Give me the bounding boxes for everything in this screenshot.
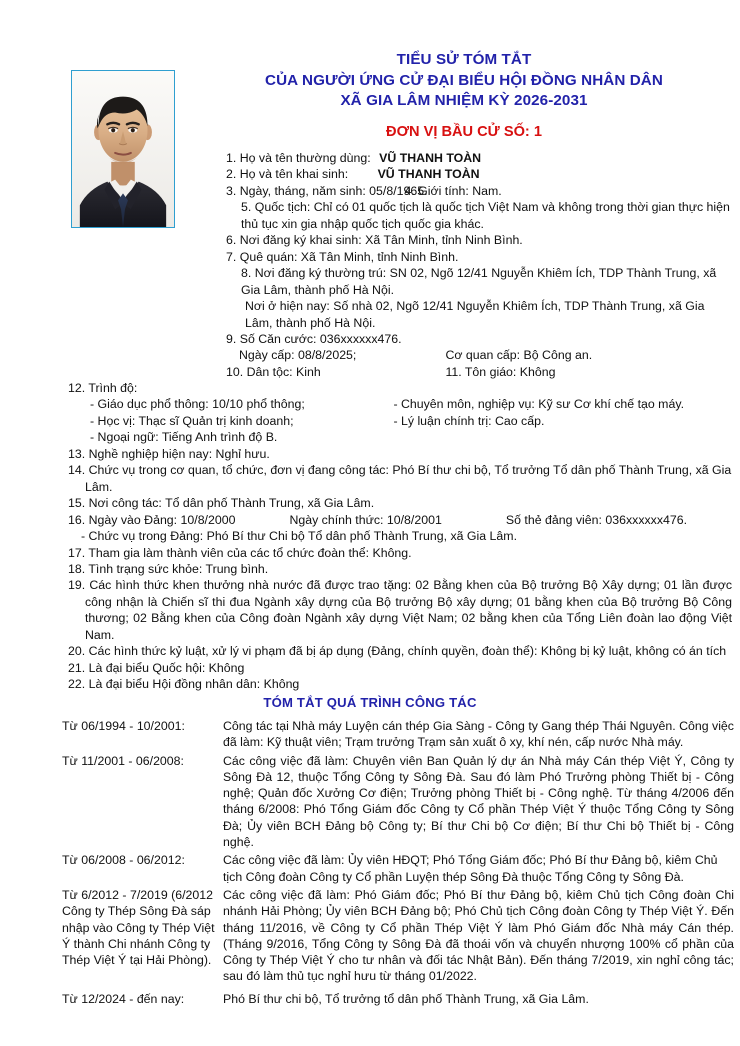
work-history-title: TÓM TẮT QUÁ TRÌNH CÔNG TÁC bbox=[263, 695, 477, 710]
info-item-12-degree: - Học vị: Thạc sĩ Quản trị kinh doanh; bbox=[90, 413, 294, 428]
page-title-line-2: CỦA NGƯỜI ỨNG CỬ ĐẠI BIỂU HỘI ĐỒNG NHÂN DÂN bbox=[265, 71, 663, 89]
candidate-photo bbox=[71, 70, 175, 228]
info-item-9: 9. Số Căn cước: 036xxxxxx476. bbox=[226, 331, 402, 346]
work-detail: Các công việc đã làm: Chuyên viên Ban Quản lý dự án Nhà máy Cán thép Việt Ý, Công ty Sông Đà 12, thuộc Tổng Công ty Sông Đà. Sau đó làm Phó Trưởng phòng Thiết bị - Công nghệ; Quản đốc Xưởng Cơ điện; Trưởng phòng Thiết bị - Công nghệ. Từ tháng 4/2006 đến tháng 6/2008: Phó Tổng Giám đốc Công ty Cổ phần Thép Việt Ý thuộc Tổng Công ty Sông Đà; Ủy viên BCH Đảng bộ Công ty; Bí thư Chi bộ Cơ điện; Bí thư Chi bộ Thiết bị - Công nghệ. bbox=[223, 753, 734, 850]
info-item-1-label: 1. Họ và tên thường dùng: bbox=[226, 151, 371, 165]
info-item-17: 17. Tham gia làm thành viên của các tổ chức đoàn thể: Không. bbox=[68, 545, 412, 560]
work-history-list bbox=[62, 718, 734, 1009]
info-item-2-value: VŨ THANH TOÀN bbox=[377, 167, 480, 182]
info-item-16-party-position: - Chức vụ trong Đảng: Phó Bí thư Chi bộ Tổ dân phố Thành Trung, xã Gia Lâm. bbox=[81, 529, 518, 544]
info-item-16-card-number: Số thẻ đảng viên: 036xxxxxx476. bbox=[505, 512, 688, 527]
work-detail: Phó Bí thư chi bộ, Tổ trưởng tổ dân phố Thành Trung, xã Gia Lâm. bbox=[223, 991, 589, 1006]
info-item-5: 5. Quốc tịch: Chỉ có 01 quốc tịch là quốc tịch Việt Nam và không trong thời gian thực hiện thủ tục xin gia nhập quốc tịch quốc gia khác. bbox=[241, 200, 730, 231]
info-item-8: 8. Nơi đăng ký thường trú: SN 02, Ngõ 12/41 Nguyễn Khiêm Ích, TDP Thành Trung, xã Gia Lâm, thành phố Hà Nội. bbox=[241, 266, 717, 297]
info-item-10-11 bbox=[226, 364, 732, 380]
info-item-22: 22. Là đại biểu Hội đồng nhân dân: Không bbox=[68, 677, 300, 692]
info-item-6: 6. Nơi đăng ký khai sinh: Xã Tân Minh, tỉnh Ninh Bình. bbox=[226, 233, 523, 248]
info-item-1-value: VŨ THANH TOÀN bbox=[379, 151, 482, 165]
work-history-row bbox=[62, 887, 734, 985]
work-period: Từ 12/2024 - đến nay: bbox=[62, 991, 185, 1006]
info-item-12-row-3 bbox=[68, 429, 732, 445]
info-item-12-row-1 bbox=[68, 396, 732, 412]
info-item-9-issue-date: Ngày cấp: 08/8/2025; bbox=[239, 348, 357, 363]
info-item-13: 13. Nghề nghiệp hiện nay: Nghỉ hưu. bbox=[68, 446, 270, 461]
info-item-12-education: - Giáo dục phổ thông: 10/10 phổ thông; bbox=[90, 397, 305, 412]
info-item-11: 11. Tôn giáo: Không bbox=[445, 364, 556, 379]
info-item-16-official-date: Ngày chính thức: 10/8/2001 bbox=[289, 512, 442, 527]
personal-info-lower bbox=[68, 380, 732, 693]
info-item-16 bbox=[68, 512, 732, 528]
info-item-12-political-theory: - Lý luận chính trị: Cao cấp. bbox=[393, 413, 545, 428]
info-item-12-major: - Chuyên môn, nghiệp vụ: Kỹ sư Cơ khí chế tạo máy. bbox=[393, 397, 685, 412]
electoral-unit-label: ĐƠN VỊ BẦU CỬ SỐ: 1 bbox=[386, 123, 542, 140]
work-history-row bbox=[62, 718, 734, 751]
info-item-3-4 bbox=[226, 183, 732, 199]
info-item-16-join-date: 16. Ngày vào Đảng: 10/8/2000 bbox=[68, 512, 236, 527]
info-item-4: 4. Giới tính: Nam. bbox=[404, 183, 502, 198]
info-item-2 bbox=[226, 166, 732, 182]
portrait-illustration bbox=[72, 71, 174, 227]
candidate-photo-image bbox=[72, 71, 174, 227]
work-period: Từ 6/2012 - 7/2019 (6/2012 Công ty Thép Sông Đà sáp nhập vào Công ty Thép Việt Ý thành Chi nhánh Công ty Thép Việt Ý tại Hải Phòng). bbox=[62, 887, 215, 968]
info-item-1 bbox=[226, 150, 732, 166]
work-period: Từ 11/2001 - 06/2008: bbox=[62, 753, 184, 768]
work-period: Từ 06/2008 - 06/2012: bbox=[62, 853, 185, 868]
info-item-20: 20. Các hình thức kỷ luật, xử lý vi phạm đã bị áp dụng (Đảng, chính quyền, đoàn thể): Không bị kỷ luật, không có án tích bbox=[68, 644, 727, 659]
personal-info-upper bbox=[226, 150, 732, 380]
work-history-row bbox=[62, 753, 734, 851]
info-item-21: 21. Là đại biểu Quốc hội: Không bbox=[68, 660, 245, 675]
document-header bbox=[196, 50, 732, 142]
info-item-14: 14. Chức vụ trong cơ quan, tổ chức, đơn vị đang công tác: Phó Bí thư chi bộ, Tổ trưởng Tổ dân phố Thành Trung, xã Gia Lâm. bbox=[68, 463, 732, 494]
info-item-9-issuer: Cơ quan cấp: Bộ Công an. bbox=[445, 348, 593, 363]
work-detail: Công tác tại Nhà máy Luyện cán thép Gia Sàng - Công ty Gang thép Thái Nguyên. Công việc đã làm: Kỹ thuật viên; Trạm trưởng Trạm sản xuất ô xy, khí nén, cấp nước Nhà máy. bbox=[223, 719, 734, 750]
info-item-12-foreign-language: - Ngoại ngữ: Tiếng Anh trình độ B. bbox=[90, 430, 278, 445]
work-history-row bbox=[62, 852, 734, 885]
info-item-12: 12. Trình độ: bbox=[68, 381, 138, 395]
work-detail: Các công việc đã làm: Ủy viên HĐQT; Phó Tổng Giám đốc; Phó Bí thư Đảng bộ, kiêm Chủ tịch Công đoàn Công ty Cổ phần Luyện thép Sông Đà thuộc Tổng Công ty Sông Đà. bbox=[223, 853, 718, 884]
info-item-18: 18. Tình trạng sức khỏe: Trung bình. bbox=[68, 561, 269, 576]
info-item-8-current-address: Nơi ở hiện nay: Số nhà 02, Ngõ 12/41 Nguyễn Khiêm Ích, TDP Thành Trung, xã Gia Lâm, thành phố Hà Nội. bbox=[245, 299, 705, 330]
page-title-line-3: XÃ GIA LÂM NHIỆM KỲ 2026-2031 bbox=[340, 92, 588, 109]
work-detail: Các công việc đã làm: Phó Giám đốc; Phó Bí thư Đảng bộ, kiêm Chủ tịch Công đoàn Chi nhánh Hải Phòng; Ủy viên BCH Đảng bộ; Phó Chủ tịch Công đoàn Công ty Thép Việt Ý. Đến tháng 11/2016, về Công ty Cổ phần Thép Việt Ý làm Phó Giám đốc Nhà máy Cán thép. (Tháng 9/2016, Tổng Công ty Sông Đà đã thoái vốn và chuyển nhượng 100% cổ phần của Công ty Thép Việt Ý cho tư nhân và đối tác Nhật Bản). Đến tháng 7/2019, xin nghỉ công tác; sau đó làm thủ tục nghỉ hưu từ tháng 01/2022. bbox=[223, 887, 734, 984]
info-item-19: 19. Các hình thức khen thưởng nhà nước đã được trao tặng: 02 Bằng khen của Bộ trưởng Bộ Xây dựng; 01 lần được công nhận là Chiến sĩ thi đua Ngành xây dựng của Bộ trưởng Bộ xây dựng; 01 bằng khen của Bộ trưởng Bộ Công thương; 02 Bằng khen của Công đoàn Ngành xây dựng Việt Nam; 02 bằng khen của Tổng Liên đoàn lao động Việt Nam. bbox=[68, 578, 732, 642]
info-item-9-issue bbox=[226, 347, 732, 363]
info-item-12-row-2 bbox=[68, 413, 732, 429]
info-item-2-label: 2. Họ và tên khai sinh: bbox=[226, 167, 349, 182]
page-title-line-1: TIỂU SỬ TÓM TẮT bbox=[396, 51, 532, 68]
info-item-7: 7. Quê quán: Xã Tân Minh, tỉnh Ninh Bình. bbox=[226, 249, 459, 264]
work-history-row bbox=[62, 991, 734, 1007]
info-item-3: 3. Ngày, tháng, năm sinh: 05/8/1965. bbox=[226, 183, 428, 198]
work-period: Từ 06/1994 - 10/2001: bbox=[62, 719, 185, 733]
info-item-10: 10. Dân tộc: Kinh bbox=[226, 364, 321, 379]
info-item-15: 15. Nơi công tác: Tổ dân phố Thành Trung, xã Gia Lâm. bbox=[68, 496, 375, 511]
